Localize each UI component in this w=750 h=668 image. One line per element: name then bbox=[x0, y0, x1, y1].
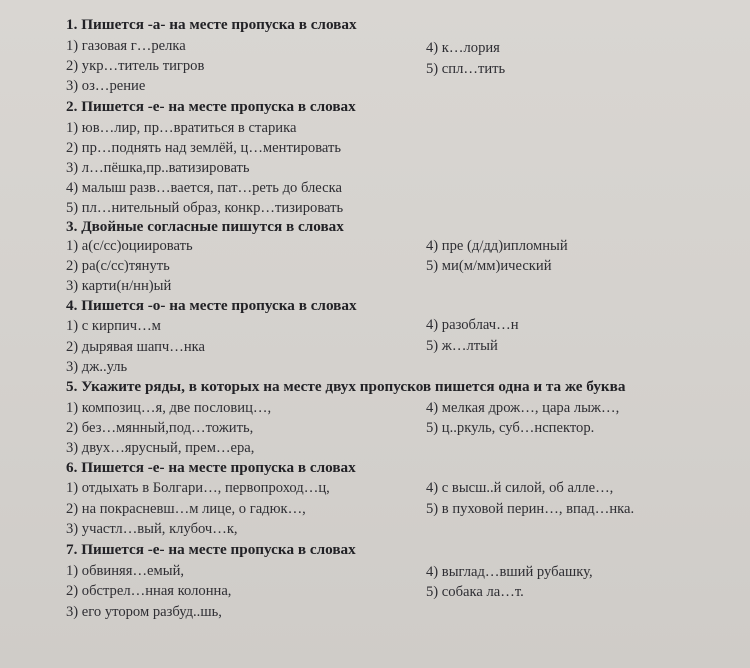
task-3-item-4: 4) пре (д/дд)ипломный bbox=[426, 238, 568, 254]
task-2-item-4: 4) малыш разв…вается, пат…реть до блеска bbox=[66, 180, 342, 196]
task-6-item-2: 2) на покрасневш…м лице, о гадюк…, bbox=[66, 501, 306, 517]
task-6-item-5: 5) в пуховой перин…, впад…нка. bbox=[426, 501, 635, 517]
task-1-item-5: 5) спл…тить bbox=[426, 61, 506, 77]
task-4-item-5: 5) ж…лтый bbox=[426, 338, 498, 354]
task-4-item-2: 2) дырявая шапч…нка bbox=[66, 339, 206, 355]
task-6-item-3: 3) участл…вый, клубоч…к, bbox=[66, 521, 238, 537]
task-5-item-1: 1) композиц…я, две пословиц…, bbox=[66, 400, 272, 416]
task-3-item-5: 5) ми(м/мм)ический bbox=[426, 258, 552, 274]
task-7-item-1: 1) обвиняя…емый, bbox=[66, 563, 185, 579]
task-1-heading: 1. Пишется -а- на месте пропуска в словах bbox=[66, 16, 357, 33]
task-1-item-2: 2) укр…титель тигров bbox=[66, 58, 205, 74]
task-7-item-2: 2) обстрел…нная колонна, bbox=[66, 583, 232, 599]
task-1-item-4: 4) к…лория bbox=[426, 40, 500, 56]
task-6-item-1: 1) отдыхать в Болгари…, первопроход…ц, bbox=[66, 480, 330, 496]
task-2-item-2: 2) пр…поднять над землёй, ц…ментировать bbox=[66, 140, 342, 156]
task-5-item-3: 3) двух…ярусный, прем…ера, bbox=[66, 440, 255, 456]
task-7-item-3: 3) его утором разбуд..шь, bbox=[66, 604, 222, 620]
task-4-item-3: 3) дж..уль bbox=[66, 359, 128, 375]
task-6-item-4: 4) с высш..й силой, об алле…, bbox=[426, 480, 614, 496]
task-2-item-1: 1) юв…лир, пр…вратиться в старика bbox=[66, 120, 297, 136]
task-3-item-3: 3) карти(н/нн)ый bbox=[66, 278, 172, 294]
task-5-item-4: 4) мелкая дрож…, цара лыж…, bbox=[426, 400, 620, 416]
task-7-heading: 7. Пишется -е- на месте пропуска в словах bbox=[66, 541, 356, 558]
task-2-item-3: 3) л…пёшка,пр..ватизировать bbox=[66, 160, 250, 176]
task-2-item-5: 5) пл…нительный образ, конкр…тизировать bbox=[66, 200, 344, 216]
task-7-item-4: 4) выглад…вший рубашку, bbox=[426, 564, 593, 580]
task-5-item-2: 2) без…мянный,под…тожить, bbox=[66, 420, 254, 436]
task-6-heading: 6. Пишется -е- на месте пропуска в словах bbox=[66, 459, 356, 476]
task-4-heading: 4. Пишется -о- на месте пропуска в словах bbox=[66, 297, 357, 314]
task-4-item-4: 4) разоблач…н bbox=[426, 317, 519, 333]
task-4-item-1: 1) с кирпич…м bbox=[66, 318, 161, 334]
task-5-item-5: 5) ц..ркуль, суб…нспектор. bbox=[426, 420, 595, 436]
task-7-item-5: 5) собака ла…т. bbox=[426, 584, 524, 600]
task-3-item-1: 1) а(с/сс)оциировать bbox=[66, 238, 193, 254]
task-3-item-2: 2) ра(с/сс)тянуть bbox=[66, 258, 170, 274]
task-2-heading: 2. Пишется -е- на месте пропуска в словах bbox=[66, 98, 356, 115]
task-5-heading: 5. Укажите ряды, в которых на месте двух пропусков пишется одна и та же буква bbox=[66, 378, 626, 395]
task-1-item-1: 1) газовая г…релка bbox=[66, 38, 186, 54]
task-1-item-3: 3) оз…рение bbox=[66, 78, 146, 94]
task-3-heading: 3. Двойные согласные пишутся в словах bbox=[66, 218, 344, 235]
